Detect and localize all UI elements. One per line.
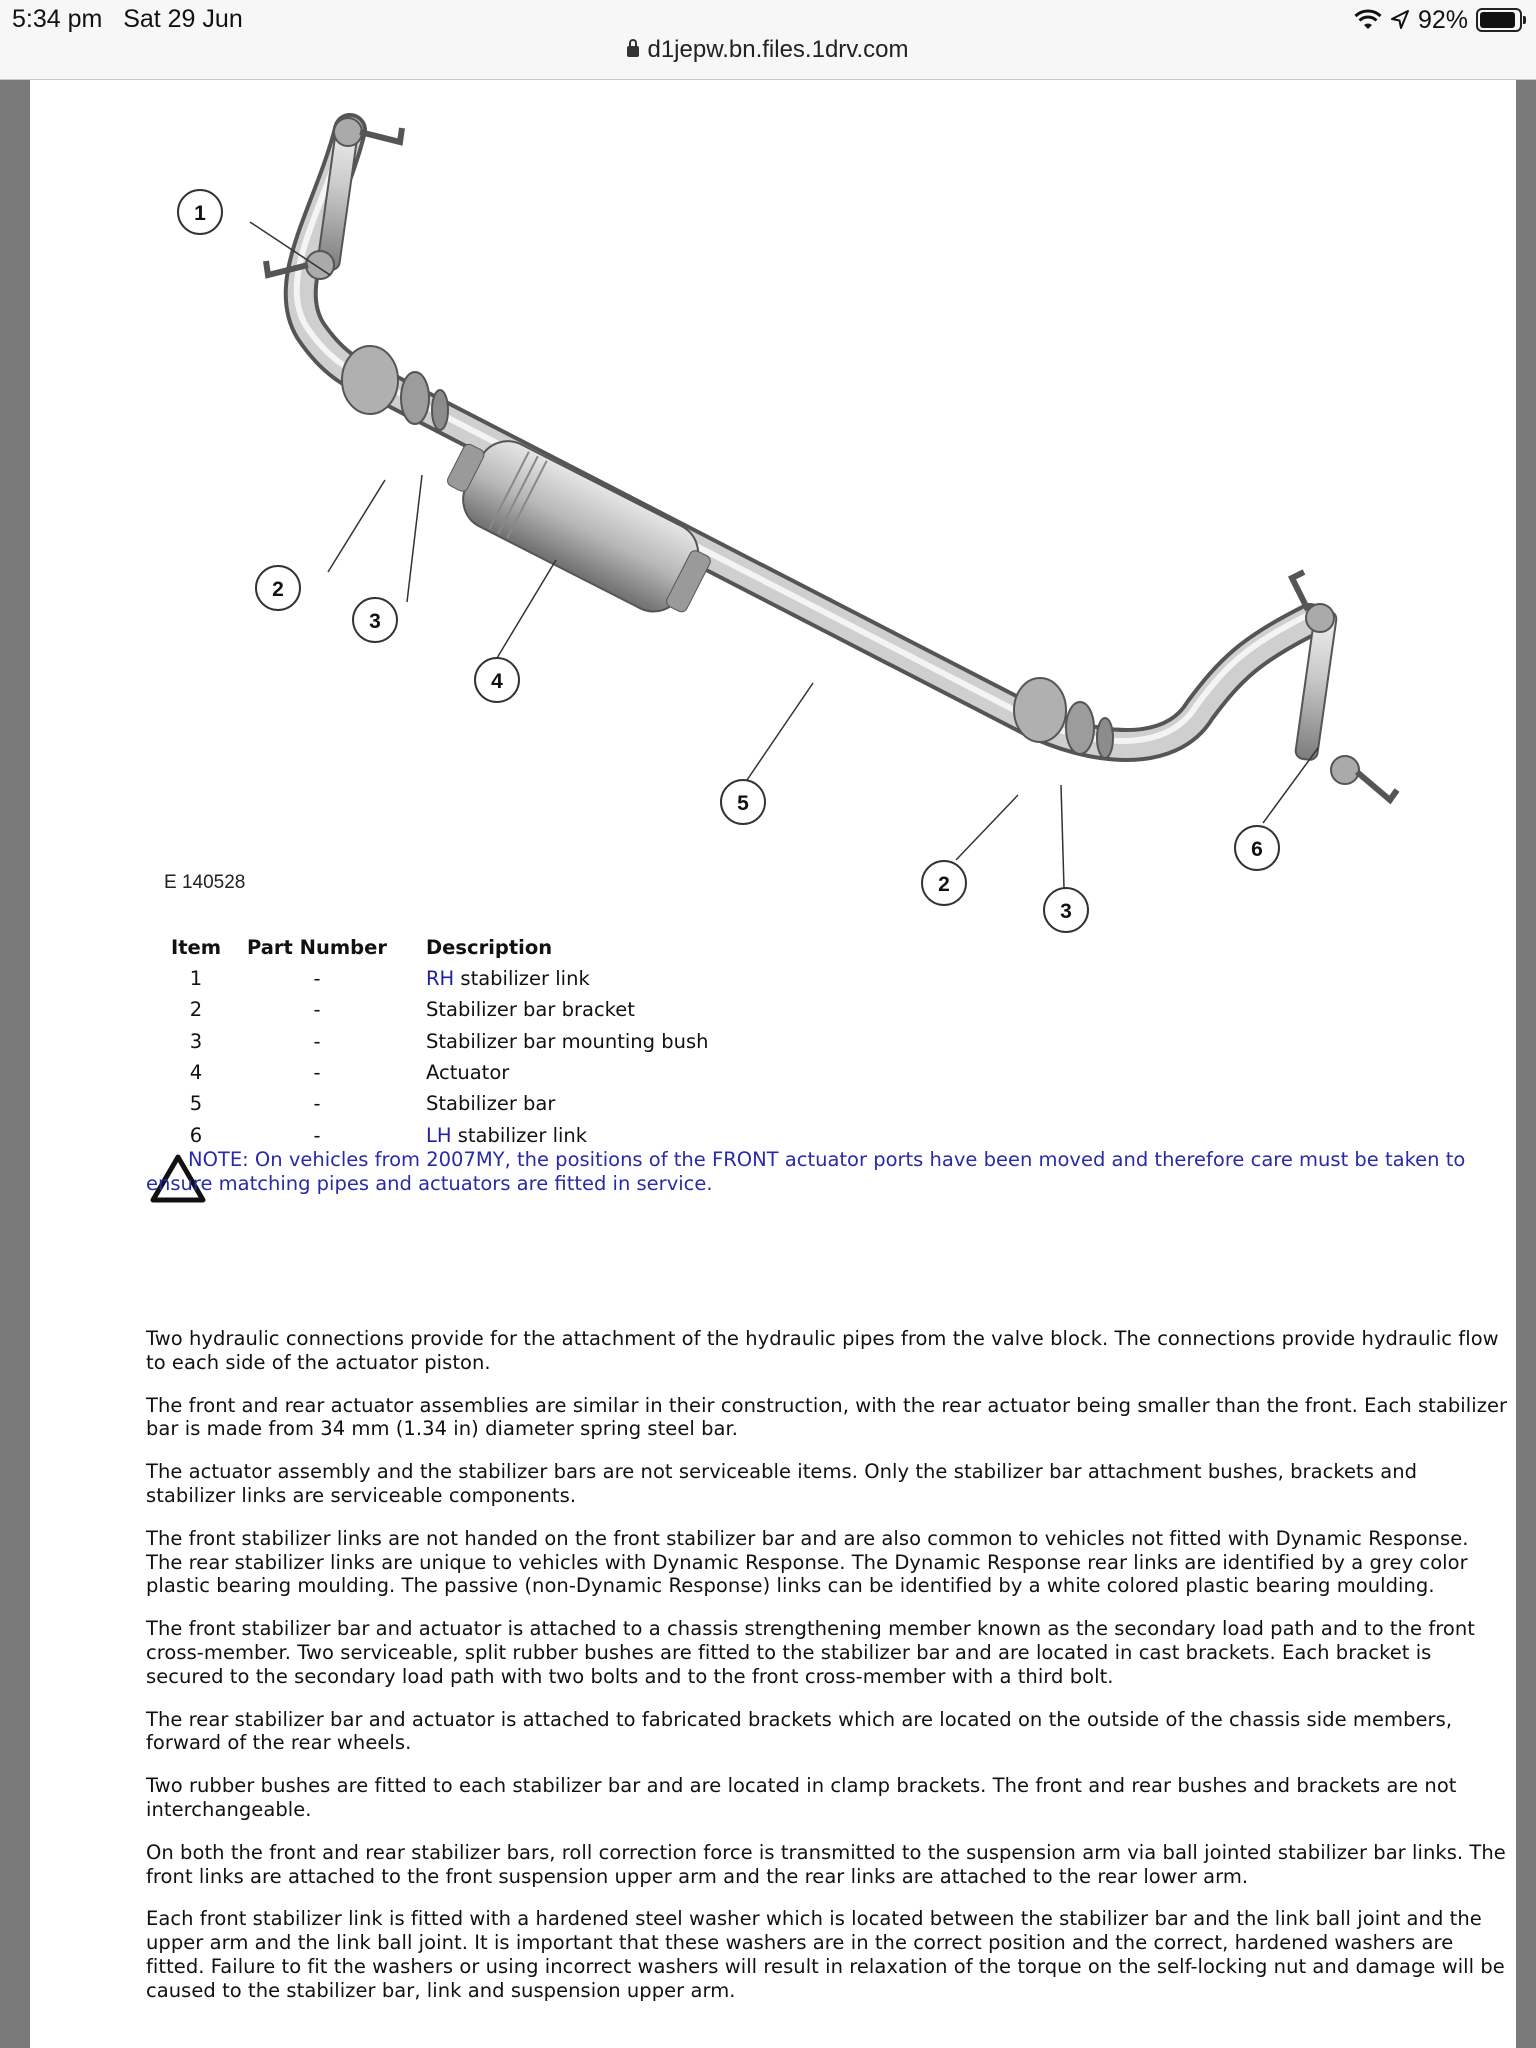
document-page xyxy=(30,80,1516,2048)
paragraph: The front and rear actuator assemblies are similar in their construction, with the rear actuator being smaller than the front. Each stabilizer bar is made from 34 mm (1.34 in) diameter spring steel bar. xyxy=(146,1393,1508,1441)
cell-item: 3 xyxy=(189,1029,203,1053)
callout-label: 1 xyxy=(194,202,206,225)
table-row xyxy=(148,1057,709,1088)
cell-item: 6 xyxy=(189,1123,203,1147)
cell-description: Stabilizer bar xyxy=(426,1092,556,1116)
paragraph: The front stabilizer links are not handed on the front stabilizer bar and are also common to vehicles not fitted with Dynamic Response. The rear stabilizer links are unique to vehicles with Dynamic Response. The Dynamic Response rear links are identified by a grey color plastic bearing moulding. The passive (non-Dynamic Response) links can be identified by a white colored plastic bearing moulding. xyxy=(146,1526,1469,1598)
cell-description: Actuator xyxy=(426,1061,510,1085)
wifi-icon xyxy=(1354,9,1382,31)
lh-link[interactable]: LH xyxy=(426,1123,452,1147)
clock-time: 5:34 pm xyxy=(12,5,103,33)
cell-description: Stabilizer bar mounting bush xyxy=(426,1029,709,1053)
header-description: Description xyxy=(426,936,553,959)
paragraph: The actuator assembly and the stabilizer bars are not serviceable items. Only the stabilizer bar attachment bushes, brackets and stabilizer links are serviceable components. xyxy=(146,1460,1418,1507)
cell-part: - xyxy=(313,1092,321,1116)
cell-item: 5 xyxy=(189,1092,203,1116)
battery-percent: 92% xyxy=(1417,5,1468,34)
left-bracket-shape xyxy=(342,346,448,430)
cell-description xyxy=(390,963,709,994)
callout-1 xyxy=(178,190,222,234)
callout-label: 4 xyxy=(491,670,503,693)
status-bar xyxy=(0,0,1536,80)
paragraph: On both the front and rear stabilizer bars, roll correction force is transmitted to the suspension arm via ball jointed stabilizer bar links. The front links are attached to the front suspension upper arm and the rear links are attached to the rear lower arm. xyxy=(146,1840,1506,1888)
stabilizer-bar-illustration xyxy=(30,80,1516,923)
callout-4 xyxy=(475,658,519,702)
callout-label: 6 xyxy=(1251,838,1263,861)
status-indicators xyxy=(1354,5,1522,35)
desc-text: stabilizer link xyxy=(454,967,590,991)
header-item: Item xyxy=(170,936,222,959)
table-header-row xyxy=(148,932,709,963)
callout-label: 2 xyxy=(272,578,284,601)
leader-lines xyxy=(250,222,1318,888)
table-row xyxy=(148,1119,709,1150)
lh-link-shape xyxy=(1292,572,1397,800)
table-row xyxy=(148,1088,709,1119)
callout-label: 2 xyxy=(938,873,950,896)
url-text[interactable]: d1jepw.bn.files.1drv.com xyxy=(647,36,909,63)
callout-5 xyxy=(721,780,765,824)
callout-3b xyxy=(1044,888,1088,932)
lock-icon xyxy=(627,46,639,57)
table-row xyxy=(148,963,709,994)
callout-label: 5 xyxy=(737,792,749,815)
stabilizer-bar-shape xyxy=(301,130,1310,745)
cell-part: - xyxy=(313,967,321,991)
callout-label: 3 xyxy=(1060,900,1072,923)
location-arrow-icon xyxy=(1390,9,1410,31)
note-text: NOTE: On vehicles from 2007MY, the positions of the FRONT actuator ports have been moved and therefore care must be taken to ensure matching pipes and actuators are fitted in service. xyxy=(146,1148,1466,1195)
desc-text: stabilizer link xyxy=(451,1123,588,1147)
status-time xyxy=(12,5,243,34)
body-text xyxy=(146,1327,1510,2022)
callout-6 xyxy=(1235,826,1279,870)
url-bar[interactable] xyxy=(0,36,1536,64)
callout-3 xyxy=(353,598,397,642)
battery-icon xyxy=(1476,8,1522,32)
cell-item: 1 xyxy=(189,967,203,991)
actuator-shape xyxy=(435,422,719,627)
cell-description xyxy=(390,1119,709,1150)
table-row xyxy=(148,1026,709,1057)
paragraph: The rear stabilizer bar and actuator is attached to fabricated brackets which are located on the outside of the chassis side members, forward of the rear wheels. xyxy=(146,1707,1453,1755)
table-row xyxy=(148,994,709,1025)
cell-part: - xyxy=(313,1029,321,1053)
clock-date: Sat 29 Jun xyxy=(123,5,243,33)
callout-label: 3 xyxy=(369,610,381,633)
cell-part: - xyxy=(313,998,321,1022)
header-part-number: Part Number xyxy=(247,936,387,959)
paragraph: Two rubber bushes are fitted to each stabilizer bar and are located in clamp brackets. The front and rear bushes and brackets are not interchangeable. xyxy=(146,1774,1457,1821)
rh-link-shape xyxy=(266,118,402,279)
cell-part: - xyxy=(313,1123,321,1147)
callout-2 xyxy=(256,566,300,610)
callout-2b xyxy=(922,861,966,905)
paragraph: The front stabilizer bar and actuator is attached to a chassis strengthening member known as the secondary load path and to the front cross-member. Two serviceable, split rubber bushes are fitted to the stabilizer bar and are located in cast brackets. Each bracket is secured to the secondary load path with two bolts and to the front cross-member with a third bolt. xyxy=(146,1617,1475,1688)
cell-description: Stabilizer bar bracket xyxy=(426,998,635,1022)
rh-link[interactable]: RH xyxy=(426,967,455,991)
figure-id: E 140528 xyxy=(164,872,246,893)
paragraph: Two hydraulic connections provide for the attachment of the hydraulic pipes from the valve block. The connections provide hydraulic flow to each side of the actuator piston. xyxy=(146,1327,1499,1374)
paragraph: Each front stabilizer link is fitted with a hardened steel washer which is located between the stabilizer bar and the link ball joint and the upper arm and the link ball joint. It is important that these washers are in the correct position and the correct, hardened washers are fitted. Failure to fit the washers or using incorrect washers will result in relaxation of the torque on the self-locking nut and damage will be caused to the stabilizer bar, link and suspension upper arm. xyxy=(146,1907,1505,2002)
cell-part: - xyxy=(313,1061,321,1085)
cell-item: 2 xyxy=(189,998,203,1022)
cell-item: 4 xyxy=(189,1061,203,1085)
parts-table xyxy=(148,932,709,1151)
